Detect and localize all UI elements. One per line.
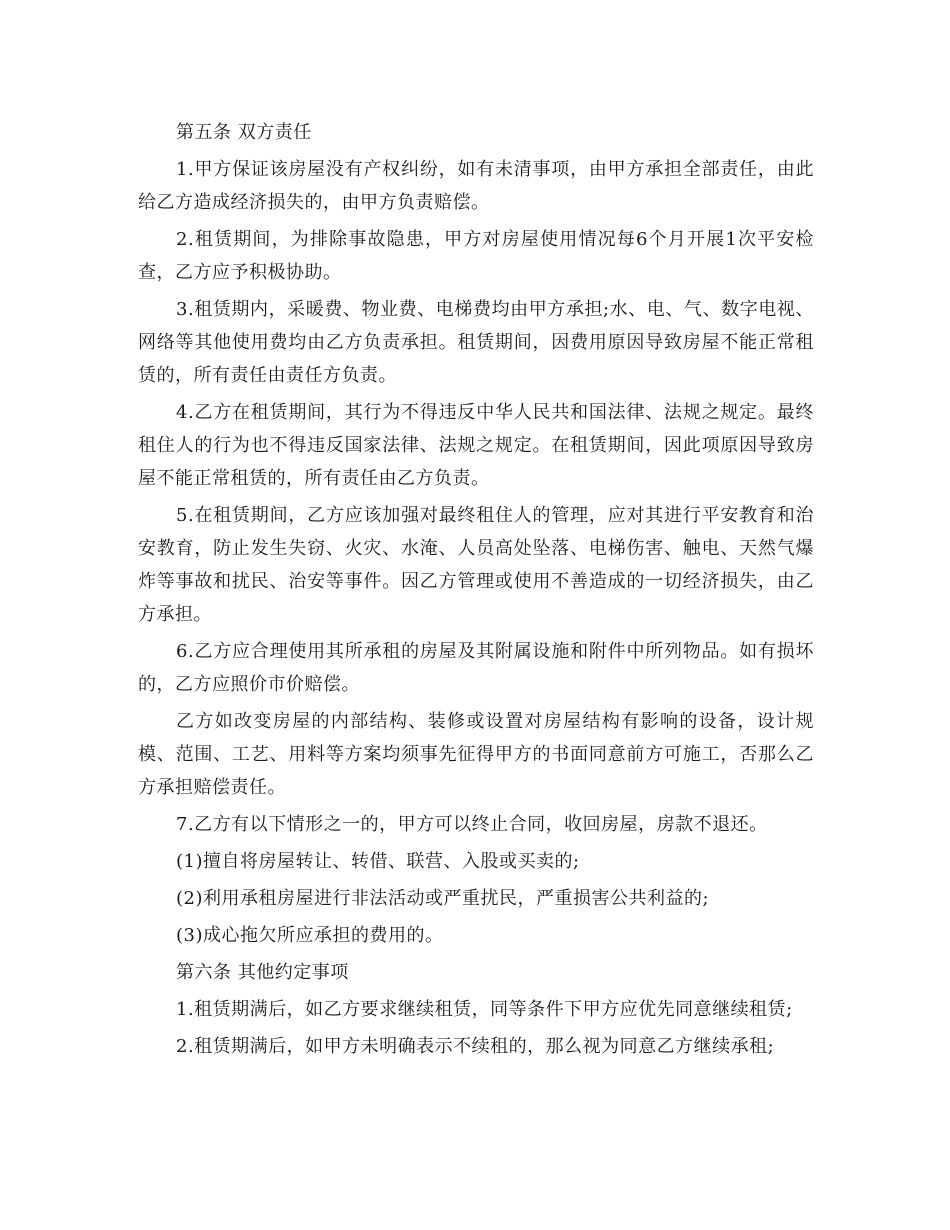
paragraph: 3.租赁期内，采暖费、物业费、电梯费均由甲方承担;水、电、气、数字电视、网络等其他使用费均由乙方负责承担。租赁期间，因费用原因导致房屋不能正常租赁的，所有责任由责任方负责。: [138, 299, 814, 386]
list-item: (1)擅自将房屋转让、转借、联营、入股或买卖的;: [176, 851, 580, 872]
paragraph: 4.乙方在租赁期间，其行为不得违反中华人民共和国法律、法规之规定。最终租住人的行为也不得违反国家法律、法规之规定。在租赁期间，因此项原因导致房屋不能正常租赁的，所有责任由乙方负责。: [138, 402, 814, 489]
list-item: (2)利用承租房屋进行非法活动或严重扰民，严重损害公共利益的;: [176, 888, 710, 909]
paragraph: 7.乙方有以下情形之一的，甲方可以终止合同，收回房屋，房款不退还。: [176, 814, 768, 835]
paragraph: 1.租赁期满后，如乙方要求继续租赁，同等条件下甲方应优先同意继续租赁;: [176, 999, 793, 1020]
article-5-heading: 第五条 双方责任: [176, 122, 312, 143]
paragraph: 2.租赁期满后，如甲方未明确表示不续租的，那么视为同意乙方继续承租;: [176, 1036, 775, 1057]
paragraph: 5.在租赁期间，乙方应该加强对最终租住人的管理，应对其进行平安教育和治安教育，防止发生失窃、火灾、水淹、人员高处坠落、电梯伤害、触电、天然气爆炸等事故和扰民、治安等事件。因乙方管理或使用不善造成的一切经济损失，由乙方承担。: [138, 505, 814, 625]
list-item: (3)成心拖欠所应承担的费用的。: [176, 925, 444, 946]
article-6-heading: 第六条 其他约定事项: [176, 962, 349, 983]
document-body: [138, 116, 814, 1067]
paragraph: 1.甲方保证该房屋没有产权纠纷，如有未清事项，由甲方承担全部责任，由此给乙方造成经济损失的，由甲方负责赔偿。: [138, 159, 814, 213]
paragraph: 6.乙方应合理使用其所承租的房屋及其附属设施和附件中所列物品。如有损坏的，乙方应照价市价赔偿。: [138, 641, 814, 695]
paragraph: 2.租赁期间，为排除事故隐患，甲方对房屋使用情况每6个月开展1次平安检查，乙方应予积极协助。: [138, 229, 814, 283]
paragraph: 乙方如改变房屋的内部结构、装修或设置对房屋结构有影响的设备，设计规模、范围、工艺、用料等方案均须事先征得甲方的书面同意前方可施工，否那么乙方承担赔偿责任。: [138, 711, 814, 798]
